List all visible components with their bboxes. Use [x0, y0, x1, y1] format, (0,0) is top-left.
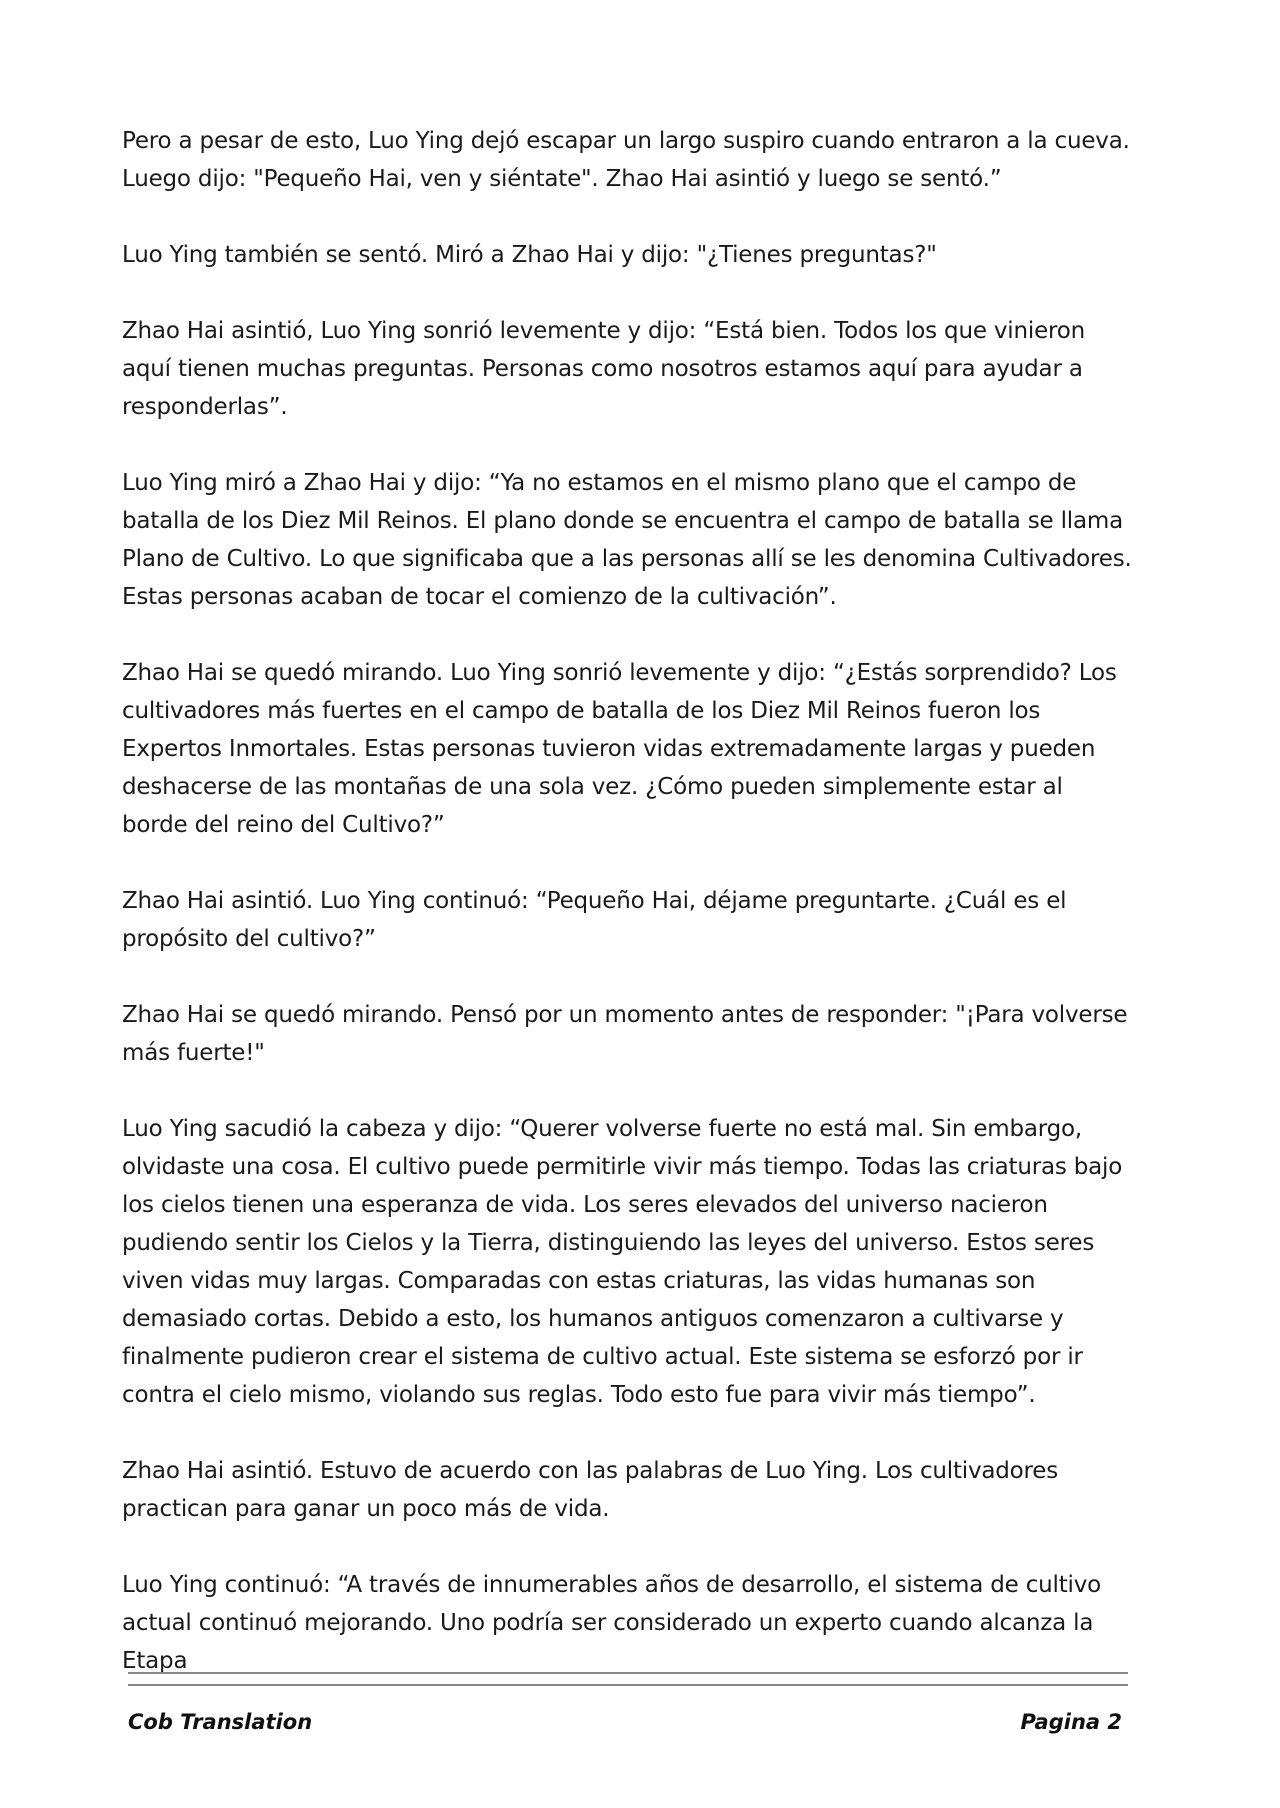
footer-divider-bottom: [128, 1684, 1128, 1686]
paragraph-1: Pero a pesar de esto, Luo Ying dejó escapar un largo suspiro cuando entraron a la cueva. Luego dijo: "Pequeño Hai, ven y siéntate". Zhao Hai asintió y luego se sentó.”: [122, 128, 1130, 192]
footer-divider-top: [128, 1672, 1128, 1674]
paragraph-4: Luo Ying miró a Zhao Hai y dijo: “Ya no estamos en el mismo plano que el campo de batalla de los Diez Mil Reinos. El plano donde se encuentra el campo de batalla se llama Plano de Cultivo. Lo que significaba que a las personas allí se les denomina Cultivadores. Estas personas acaban de tocar el comienzo de la cultivación”.: [122, 470, 1132, 610]
footer-credit: Cob Translation: [128, 1710, 313, 1734]
page-number: Pagina 2: [1020, 1710, 1122, 1734]
paragraph-7: Zhao Hai se quedó mirando. Pensó por un momento antes de responder: "¡Para volverse más fuerte!": [122, 1002, 1128, 1066]
paragraph-9: Zhao Hai asintió. Estuvo de acuerdo con las palabras de Luo Ying. Los cultivadores practican para ganar un poco más de vida.: [122, 1458, 1059, 1522]
paragraph-10: Luo Ying continuó: “A través de innumerables años de desarrollo, el sistema de cultivo actual continuó mejorando. Uno podría ser considerado un experto cuando alcanza la Etapa: [122, 1572, 1102, 1674]
paragraph-8: Luo Ying sacudió la cabeza y dijo: “Querer volverse fuerte no está mal. Sin embargo, olvidaste una cosa. El cultivo puede permitirle vivir más tiempo. Todas las criaturas bajo los cielos tienen una esperanza de vida. Los seres elevados del universo nacieron pudiendo sentir los Cielos y la Tierra, distinguiendo las leyes del universo. Estos seres viven vidas muy largas. Comparadas con estas criaturas, las vidas humanas son demasiado cortas. Debido a esto, los humanos antiguos comenzaron a cultivarse y finalmente pudieron crear el sistema de cultivo actual. Este sistema se esforzó por ir contra el cielo mismo, violando sus reglas. Todo esto fue para vivir más tiempo”.: [122, 1116, 1123, 1408]
document-body: [122, 122, 1134, 1680]
paragraph-6: Zhao Hai asintió. Luo Ying continuó: “Pequeño Hai, déjame preguntarte. ¿Cuál es el propósito del cultivo?”: [122, 888, 1067, 952]
paragraph-3: Zhao Hai asintió, Luo Ying sonrió levemente y dijo: “Está bien. Todos los que vinieron aquí tienen muchas preguntas. Personas como nosotros estamos aquí para ayudar a responderlas”.: [122, 318, 1086, 420]
paragraph-5: Zhao Hai se quedó mirando. Luo Ying sonrió levemente y dijo: “¿Estás sorprendido? Los cultivadores más fuertes en el campo de batalla de los Diez Mil Reinos fueron los Expertos Inmortales. Estas personas tuvieron vidas extremadamente largas y pueden deshacerse de las montañas de una sola vez. ¿Cómo pueden simplemente estar al borde del reino del Cultivo?”: [122, 660, 1117, 838]
paragraph-2: Luo Ying también se sentó. Miró a Zhao Hai y dijo: "¿Tienes preguntas?": [122, 242, 937, 268]
